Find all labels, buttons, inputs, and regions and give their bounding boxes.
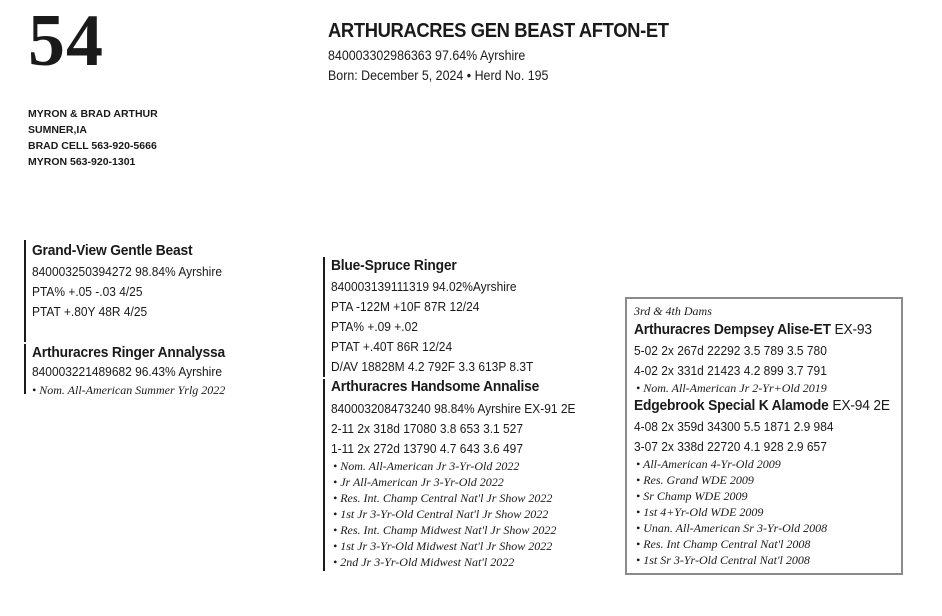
consignor-name: MYRON & BRAD ARTHUR xyxy=(28,108,158,120)
sire-bracket xyxy=(24,240,26,342)
third-dam-honor: • Nom. All-American Jr 2-Yr+Old 2019 xyxy=(636,381,827,395)
fourth-dam-honor-7: • 1st Sr 3-Yr-Old Central Nat'l 2008 xyxy=(636,553,810,567)
dam-name: Arthuracres Ringer Annalyssa xyxy=(32,344,225,361)
maternal-grandsire-dav-line: D/AV 18828M 4.2 792F 3.3 613P 8.3T xyxy=(331,359,534,374)
maternal-granddam-bracket xyxy=(323,379,325,571)
fourth-dam-honor-2: • Res. Grand WDE 2009 xyxy=(636,473,754,487)
fourth-dam-record-2: 3-07 2x 338d 22720 4.1 928 2.9 657 xyxy=(634,439,827,454)
maternal-granddam-honor-5: • Res. Int. Champ Midwest Nat'l Jr Show 2022 xyxy=(333,523,557,537)
maternal-granddam-honor-6: • 1st Jr 3-Yr-Old Midwest Nat'l Jr Show 2022 xyxy=(333,539,553,553)
maternal-granddam-record-2: 1-11 2x 272d 13790 4.7 643 3.6 497 xyxy=(331,441,523,456)
consignor-block xyxy=(28,106,158,170)
maternal-granddam-honor-1: • Nom. All-American Jr 3-Yr-Old 2022 xyxy=(333,459,520,473)
maternal-grandsire-bracket xyxy=(323,257,325,377)
dam-id-line: 840003221489682 96.43% Ayrshire xyxy=(32,364,222,379)
maternal-granddam-id-line: 840003208473240 98.84% Ayrshire EX-91 2E xyxy=(331,401,576,416)
third-dam-name: Arthuracres Dempsey Alise-ET xyxy=(634,321,831,338)
consignor-location: SUMNER,IA xyxy=(28,124,87,136)
consignor-phone-brad: BRAD CELL 563-920-5666 xyxy=(28,140,157,152)
sire-name: Grand-View Gentle Beast xyxy=(32,242,193,259)
lot-number: 54 xyxy=(28,0,104,82)
animal-id-line: 840003302986363 97.64% Ayrshire xyxy=(328,48,526,63)
third-dam-record-2: 4-02 2x 331d 21423 4.2 899 3.7 791 xyxy=(634,363,827,378)
fourth-dam-honor-1: • All-American 4-Yr-Old 2009 xyxy=(636,457,781,471)
maternal-grandsire-id-line: 840003139111319 94.02%Ayrshire xyxy=(331,279,517,294)
animal-name: ARTHURACRES GEN BEAST AFTON-ET xyxy=(328,20,669,42)
fourth-dam-honor-5: • Unan. All-American Sr 3-Yr-Old 2008 xyxy=(636,521,828,535)
consignor-phone-myron: MYRON 563-920-1301 xyxy=(28,156,136,168)
sire-ptat-line: PTAT +.80Y 48R 4/25 xyxy=(32,304,148,319)
maternal-granddam-honor-3: • Res. Int. Champ Central Nat'l Jr Show 2022 xyxy=(333,491,553,505)
dam-honor: • Nom. All-American Summer Yrlg 2022 xyxy=(32,383,226,397)
maternal-granddam-honor-7: • 2nd Jr 3-Yr-Old Midwest Nat'l 2022 xyxy=(333,555,515,569)
fourth-dam-record-1: 4-08 2x 359d 34300 5.5 1871 2.9 984 xyxy=(634,419,834,434)
maternal-granddam-name: Arthuracres Handsome Annalise xyxy=(331,378,540,395)
maternal-granddam-record-1: 2-11 2x 318d 17080 3.8 653 3.1 527 xyxy=(331,421,523,436)
sire-pta-line: PTA% +.05 -.03 4/25 xyxy=(32,284,143,299)
fourth-dam-honor-4: • 1st 4+Yr-Old WDE 2009 xyxy=(636,505,764,519)
maternal-grandsire-ptat-line: PTAT +.40T 86R 12/24 xyxy=(331,339,453,354)
maternal-grandsire-pta-line: PTA -122M +10F 87R 12/24 xyxy=(331,299,480,314)
third-dam-record-1: 5-02 2x 267d 22292 3.5 789 3.5 780 xyxy=(634,343,827,358)
dams-box-title: 3rd & 4th Dams xyxy=(634,304,712,318)
fourth-dam-honor-3: • Sr Champ WDE 2009 xyxy=(636,489,748,503)
maternal-grandsire-name: Blue-Spruce Ringer xyxy=(331,257,457,274)
fourth-dam-honor-6: • Res. Int Champ Central Nat'l 2008 xyxy=(636,537,811,551)
maternal-granddam-honor-4: • 1st Jr 3-Yr-Old Central Nat'l Jr Show 2022 xyxy=(333,507,549,521)
fourth-dam-score: EX-94 2E xyxy=(832,397,890,414)
fourth-dam-name: Edgebrook Special K Alamode xyxy=(634,397,829,414)
third-dam-score: EX-93 xyxy=(834,321,872,338)
third-dam-heading xyxy=(634,321,872,338)
fourth-dam-heading xyxy=(634,397,890,414)
dam-bracket xyxy=(24,344,26,394)
maternal-grandsire-ptapct-line: PTA% +.09 +.02 xyxy=(331,319,418,334)
maternal-granddam-honor-2: • Jr All-American Jr 3-Yr-Old 2022 xyxy=(333,475,504,489)
sire-id-line: 840003250394272 98.84% Ayrshire xyxy=(32,264,222,279)
animal-born-line: Born: December 5, 2024 • Herd No. 195 xyxy=(328,68,549,83)
